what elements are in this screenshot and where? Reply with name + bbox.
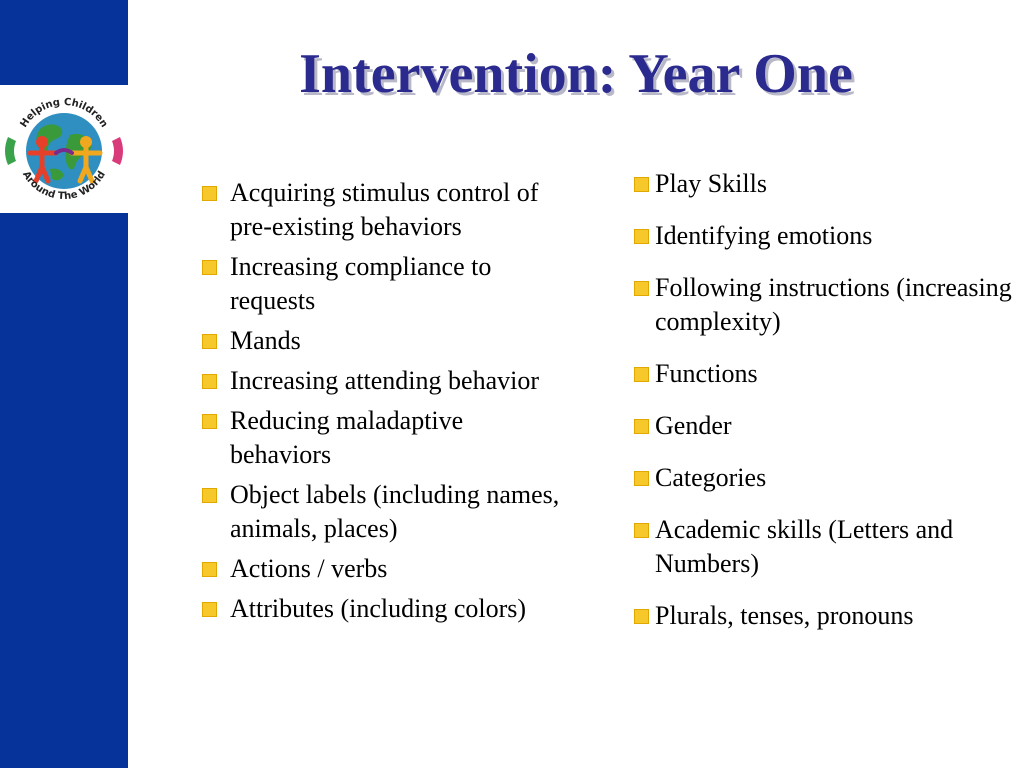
list-item: Identifying emotions bbox=[632, 219, 1012, 253]
bullet-square-icon bbox=[634, 419, 649, 434]
sidebar-bottom bbox=[0, 213, 128, 768]
bullet-square-icon bbox=[634, 471, 649, 486]
list-item: Play Skills bbox=[632, 167, 1012, 201]
svg-text:Helping Children: Helping Children bbox=[18, 96, 110, 130]
bullet-square-icon bbox=[202, 562, 217, 577]
list-item: Gender bbox=[632, 409, 1012, 443]
slide-title: Intervention: Year One bbox=[299, 43, 853, 105]
list-item: Functions bbox=[632, 357, 1012, 391]
list-item: Following instructions (increasing complexity) bbox=[632, 271, 1012, 339]
list-item: Reducing maladaptive behaviors bbox=[200, 404, 570, 472]
svg-text:Around The World: Around The World bbox=[20, 169, 108, 203]
bullet-square-icon bbox=[202, 488, 217, 503]
list-item: Plurals, tenses, pronouns bbox=[632, 599, 1012, 633]
bullet-square-icon bbox=[202, 186, 217, 201]
bullet-square-icon bbox=[202, 334, 217, 349]
bullet-square-icon bbox=[202, 260, 217, 275]
list-item: Actions / verbs bbox=[200, 552, 570, 586]
bullet-square-icon bbox=[634, 281, 649, 296]
list-item: Mands bbox=[200, 324, 570, 358]
list-item: Acquiring stimulus control of pre-existing behaviors bbox=[200, 176, 570, 244]
list-item: Increasing compliance to requests bbox=[200, 250, 570, 318]
sidebar-top bbox=[0, 0, 128, 85]
left-bullet-list bbox=[200, 176, 570, 632]
logo bbox=[0, 85, 128, 213]
list-item: Increasing attending behavior bbox=[200, 364, 570, 398]
list-item: Academic skills (Letters and Numbers) bbox=[632, 513, 1012, 581]
bullet-square-icon bbox=[634, 523, 649, 538]
right-bullet-list bbox=[632, 167, 1012, 651]
bullet-square-icon bbox=[202, 602, 217, 617]
bullet-square-icon bbox=[202, 414, 217, 429]
list-item: Object labels (including names, animals, places) bbox=[200, 478, 570, 546]
bullet-square-icon bbox=[634, 229, 649, 244]
bullet-square-icon bbox=[202, 374, 217, 389]
bullet-square-icon bbox=[634, 177, 649, 192]
globe-children-logo-icon bbox=[0, 85, 128, 213]
list-item: Attributes (including colors) bbox=[200, 592, 570, 626]
list-item: Categories bbox=[632, 461, 1012, 495]
bullet-square-icon bbox=[634, 367, 649, 382]
bullet-square-icon bbox=[634, 609, 649, 624]
